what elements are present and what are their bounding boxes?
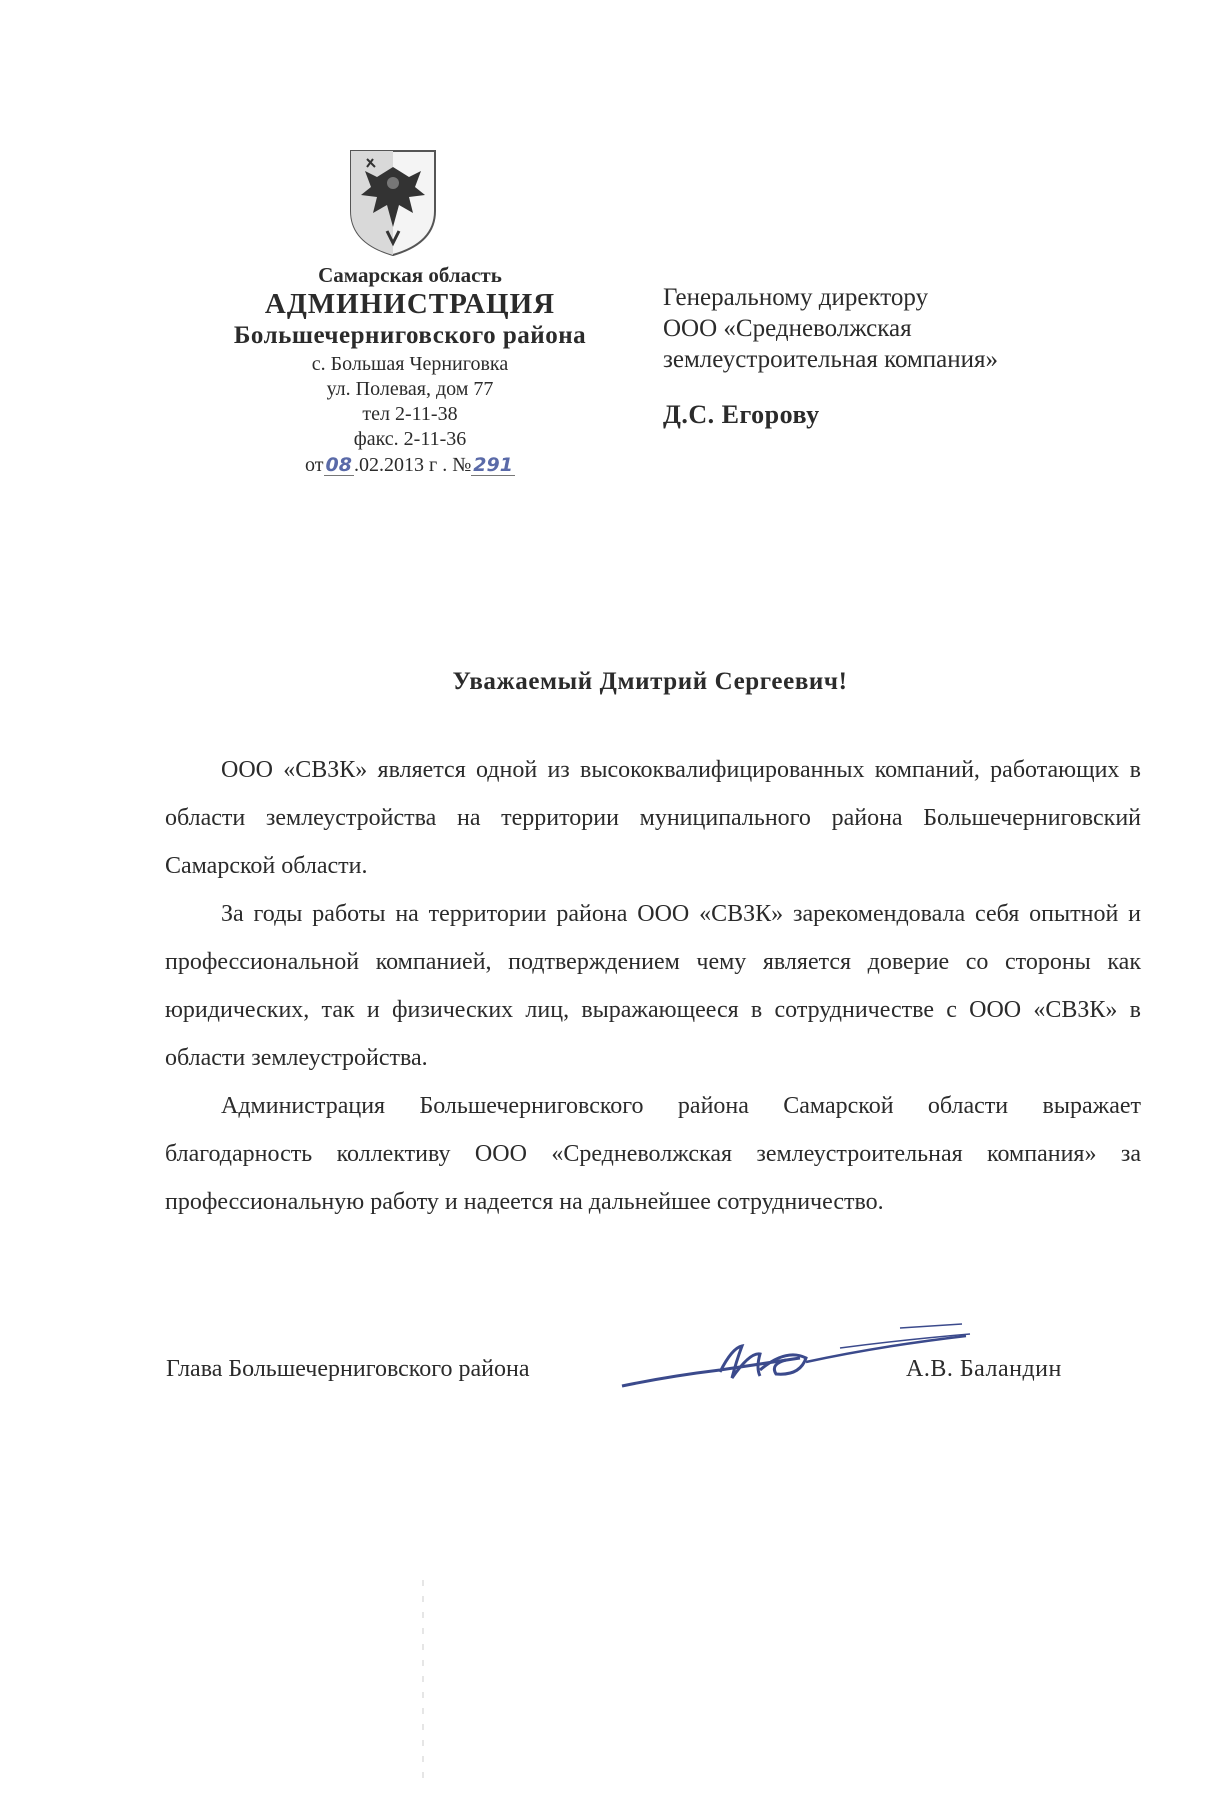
coat-of-arms-emblem <box>347 147 439 259</box>
signer-title: Глава Большечерниговского района <box>166 1356 530 1382</box>
sender-fax: факс. 2-11-36 <box>353 428 467 450</box>
scan-artifact <box>420 1580 426 1780</box>
sender-street: ул. Полевая, дом 77 <box>326 378 494 400</box>
addressee-name: Д.С. Егорову <box>663 400 820 429</box>
letter-body <box>165 746 1141 1226</box>
sender-admin: АДМИНИСТРАЦИЯ <box>264 288 556 320</box>
date-prefix: от <box>305 454 324 476</box>
addressee-line2: ООО «Средневолжская <box>663 315 912 342</box>
sender-district: Большечерниговского района <box>233 322 587 349</box>
handwritten-day: 08 <box>325 454 352 476</box>
sender-phone: тел 2-11-38 <box>362 403 458 425</box>
sender-region: Самарская область <box>318 263 502 287</box>
addressee-line1: Генеральному директору <box>663 284 929 311</box>
signature-row <box>166 1356 1096 1396</box>
paragraph: За годы работы на территории района ООО «СВЗК» зарекомендовала себя опытной и профессиональной компанией, подтверждением чему является доверие со стороны как юридических, так и физических лиц, выражающееся в сотрудничестве с ООО «СВЗК» в области землеустройства. <box>165 901 1141 1071</box>
date-rest: .02.2013 г . <box>353 454 448 476</box>
signer-name: А.В. Баландин <box>906 1356 1062 1382</box>
addressee-block <box>663 282 1093 430</box>
sender-village: с. Большая Черниговка <box>311 353 509 375</box>
date-number-line <box>190 452 630 478</box>
addressee-line3: землеустроительная компания» <box>663 346 999 373</box>
paragraph: Администрация Большечерниговского района Самарской области выражает благодарность коллективу ООО «Средневолжская землеустроительная компания» за профессиональную работу и надеется на дальнейшее сотрудничество. <box>165 1093 1141 1215</box>
sender-block <box>190 262 630 478</box>
salutation: Уважаемый Дмитрий Сергеевич! <box>452 668 848 695</box>
handwritten-number: 291 <box>473 454 513 476</box>
number-prefix: № <box>452 454 472 476</box>
paragraph: ООО «СВЗК» является одной из высококвалифицированных компаний, работающих в области землеустройства на территории муниципального района Большечерниговский Самарской области. <box>165 757 1141 879</box>
